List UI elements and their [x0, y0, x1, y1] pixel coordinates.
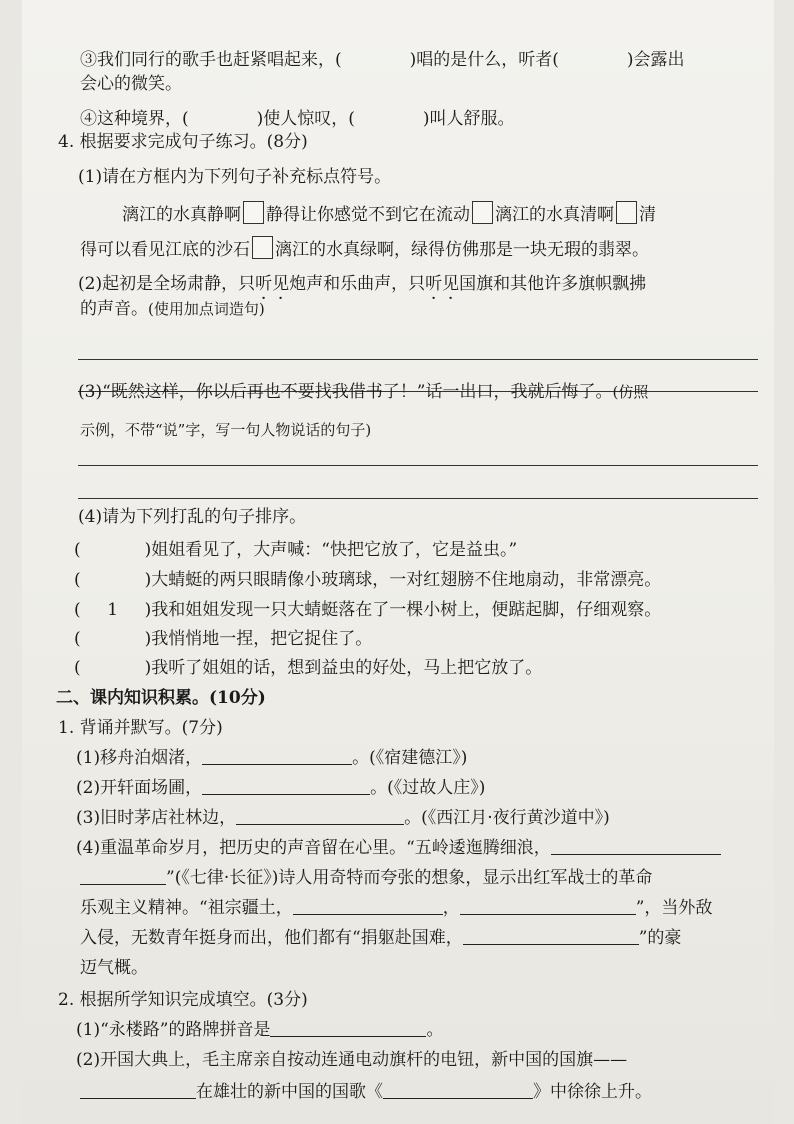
sec2-q1-title: 1. 背诵并默写。(7分)	[58, 718, 223, 738]
fill-blank-2[interactable]	[80, 1080, 196, 1099]
order-answer-3[interactable]: 1	[107, 600, 119, 620]
q4-title: 4. 根据要求完成句子练习。(8分)	[58, 132, 308, 152]
order-text-4: )我悄悄地一捏，把它捉住了。	[144, 629, 373, 649]
punctuation-box-2[interactable]	[472, 201, 493, 224]
poem-blank-4[interactable]	[551, 836, 721, 855]
comma: ，	[442, 898, 460, 918]
poem-line-4a	[76, 836, 721, 860]
s2-text-e: 国旗和其他许多旗帜飘拂	[459, 274, 647, 294]
s1-text-a: 漓江的水真静啊	[122, 205, 241, 225]
punctuation-box-3[interactable]	[616, 201, 637, 224]
s1-text-c: 漓江的水真清啊	[495, 205, 614, 225]
poem-4-text-e: ”，当外敌	[635, 898, 713, 918]
s1-text-d: 清	[639, 205, 656, 225]
s3-note-1: (仿照	[612, 383, 649, 401]
dotted-char: 听	[425, 274, 443, 294]
poem-blank-7[interactable]	[460, 896, 636, 915]
poem-blank-2[interactable]	[202, 776, 370, 795]
poem-4-text-a: (4)重温革命岁月，把历史的声音留在心里。“五岭逶迤腾细浪，	[76, 838, 551, 858]
poem-1-text: (1)移舟泊烟渚，	[76, 748, 203, 768]
order-item: ( )大蜻蜓的两只眼睛像小玻璃球，一对红翅膀不住地扇动，非常漂亮。	[74, 570, 662, 590]
punctuation-box-4[interactable]	[252, 236, 273, 259]
answer-line-s2-a[interactable]	[78, 359, 758, 360]
poem-line-4d	[80, 926, 681, 950]
sec2-q2-title: 2. 根据所学知识完成填空。(3分)	[58, 990, 308, 1010]
poem-blank-1[interactable]	[202, 746, 352, 765]
answer-line-s3-a[interactable]	[78, 465, 758, 466]
poem-4-text-c: 乐观主义精神。“祖宗疆土，	[80, 898, 293, 918]
q4-s3-note-2: 示例，不带“说”字，写一句人物说话的句子)	[80, 421, 372, 439]
poem-3-text: (3)旧时茅店社林边，	[76, 808, 237, 828]
dotted-char: 见	[442, 274, 460, 294]
fill-line-1	[76, 1018, 443, 1042]
poem-4-text-b: ”(《七律·长征》)诗人用奇特而夸张的想象，显示出红军战士的革命	[166, 868, 653, 888]
poem-line-4c	[80, 896, 712, 920]
order-item: ( )我悄悄地一捏，把它捉住了。	[74, 629, 373, 649]
s2-text-l2: 的声音。	[80, 299, 148, 319]
order-item: ( )我听了姐姐的话，想到益虫的好处，马上把它放了。	[74, 658, 543, 678]
fill-3-end: 》中徐徐上升。	[533, 1082, 652, 1102]
q4-s4-title: (4)请为下列打乱的句子排序。	[78, 507, 307, 527]
poem-line-4b	[80, 866, 652, 890]
poem-line-1	[76, 746, 467, 770]
dotted-char: 见	[272, 274, 290, 294]
poem-3-source: 。(《西江月·夜行黄沙道中》)	[404, 808, 610, 828]
q4-s1-line-1	[122, 201, 656, 227]
exam-sheet	[22, 0, 774, 1124]
fill-line-3	[80, 1080, 652, 1104]
s1-text-f: 漓江的水真绿啊，绿得仿佛那是一块无瑕的翡翠。	[275, 240, 649, 260]
fill-line-2: (2)开国大典上，毛主席亲自按动连通电动旗杆的电钮，新中国的国旗——	[76, 1050, 628, 1070]
s2-text-c: 炮声和乐曲声，只	[289, 274, 426, 294]
q4-s2-line-2	[80, 297, 265, 321]
q3-line-3: ④这种境界，( )使人惊叹，( )叫人舒服。	[80, 109, 515, 129]
poem-1-source: 。(《宿建德江》)	[352, 748, 468, 768]
poem-2-source: 。(《过故人庄》)	[370, 778, 486, 798]
s1-text-e: 得可以看见江底的沙石	[80, 240, 250, 260]
s3-text: (3)“既然这样，你以后再也不要找我借书了！”话一出口，我就后悔了。	[78, 382, 613, 402]
poem-4-text-f: 入侵，无数青年挺身而出，他们都有“捐躯赴国难，	[80, 928, 463, 948]
order-item: ( 1 )我和姐姐发现一只大蜻蜓落在了一棵小树上，便踮起脚，仔细观察。	[74, 600, 662, 620]
poem-4-text-g: ”的豪	[638, 928, 682, 948]
q4-s3-line-1	[78, 380, 648, 404]
s2-note: (使用加点词造句)	[148, 300, 265, 318]
q4-s1-line-2	[80, 236, 649, 262]
poem-blank-6[interactable]	[293, 896, 443, 915]
order-text-3: )我和姐姐发现一只大蜻蜓落在了一棵小树上，便踮起脚，仔细观察。	[144, 600, 662, 620]
answer-line-s3-b[interactable]	[78, 498, 758, 499]
order-text-5: )我听了姐姐的话，想到益虫的好处，马上把它放了。	[144, 658, 543, 678]
poem-line-3	[76, 806, 610, 830]
section-2-title: 二、课内知识积累。(10分)	[56, 688, 266, 708]
order-item: ( )姐姐看见了，大声喊：“快把它放了，它是益虫。”	[74, 540, 518, 560]
order-text-2: )大蜻蜓的两只眼睛像小玻璃球，一对红翅膀不住地扇动，非常漂亮。	[144, 570, 662, 590]
q4-s2-line-1	[78, 272, 646, 296]
fill-1-end: 。	[426, 1020, 444, 1040]
fill-blank-1[interactable]	[270, 1018, 426, 1037]
fill-3-text: 在雄壮的新中国的国歌《	[196, 1082, 383, 1102]
q3-line-2: 会心的微笑。	[80, 74, 182, 94]
s2-text-a: (2)起初是全场肃静，只	[78, 274, 256, 294]
poem-line-4e: 迈气概。	[80, 958, 148, 978]
punctuation-box-1[interactable]	[243, 201, 264, 224]
poem-blank-5[interactable]	[80, 866, 166, 885]
fill-1-text: (1)“永楼路”的路牌拼音是	[76, 1020, 271, 1040]
fill-blank-3[interactable]	[383, 1080, 533, 1099]
s1-text-b: 静得让你感觉不到它在流动	[266, 205, 470, 225]
poem-line-2	[76, 776, 485, 800]
q3-line-1: ③我们同行的歌手也赶紧唱起来，( )唱的是什么，听者( )会露出	[80, 50, 685, 70]
q4-s1-title: (1)请在方框内为下列句子补充标点符号。	[78, 167, 392, 187]
poem-blank-3[interactable]	[236, 806, 404, 825]
poem-2-text: (2)开轩面场圃，	[76, 778, 203, 798]
order-text-1: )姐姐看见了，大声喊：“快把它放了，它是益虫。”	[144, 540, 518, 560]
dotted-char: 听	[255, 274, 273, 294]
poem-blank-8[interactable]	[463, 926, 639, 945]
